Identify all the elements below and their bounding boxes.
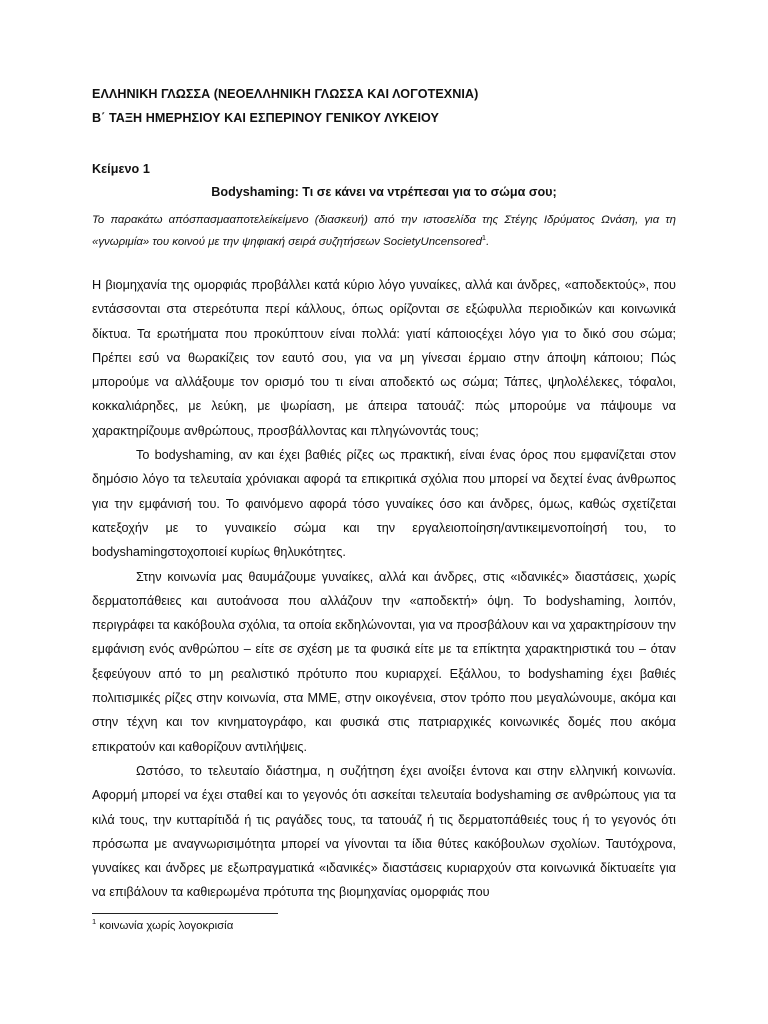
document-header-subject: ΕΛΛΗΝΙΚΗ ΓΛΩΣΣΑ (ΝΕΟΕΛΛΗΝΙΚΗ ΓΛΩΣΣΑ ΚΑΙ ΛΟΓΟΤΕΧΝΙΑ): [92, 87, 479, 101]
article-title: Bodyshaming: Τι σε κάνει να ντρέπεσαι για το σώμα σου;: [211, 185, 557, 199]
text-label: Κείμενο 1: [92, 162, 150, 176]
source-note-end: .: [486, 235, 490, 248]
footnote-reference: 1: [481, 232, 487, 242]
paragraph-4: Ωστόσο, το τελευταίο διάστημα, η συζήτηση έχει ανοίξει έντονα και στην ελληνική κοινωνία. Αφορμή μπορεί να έχει σταθεί και το γεγονός ότι ασκείται τελευταία bodyshaming σε ανθρώπους για τα κιλά τους, την κυτταρίτιδά ή τις ραγάδες τους, τα τατουάζ ή τις δερματοπάθειές τους ή το γεγονός ότι πρόσωπα με αναγνωρισιμότητα μπορεί να γίνονται τα ίδια θύτες κακόβουλων σχολίων. Ταυτόχρονα, γυναίκες και άνδρες με εξωπραγματικά «ιδανικές» διαστάσεις κυριαρχούν στα κοινωνικά δίκτυαείτε για να επιβάλουν τα καθιερωμένα πρότυπα της βιομηχανίας ομορφιάς που: [92, 763, 676, 900]
footnote-number: 1: [92, 917, 97, 927]
paragraph-2: Το bodyshaming, αν και έχει βαθιές ρίζες ως πρακτική, είναι ένας όρος που εμφανίζεται στον δημόσιο λόγο τα τελευταία χρόνιακαι αφορά τα επικριτικά σχόλια που μπορεί να δεχτεί ένας άνθρωπος για την εμφάνισή του. Το φαινόμενο αφορά τόσο γυναίκες όσο και άνδρες, όμως, καθώς σχετίζεται κατεξοχήν με το γυναικείο σώμα και την εργαλειοποίηση/αντικειμενοποίησή του, το bodyshamingστοχοποιεί κυρίως θηλυκότητες.: [92, 448, 676, 560]
footnote-divider: [92, 913, 278, 914]
paragraph-3: Στην κοινωνία μας θαυμάζουμε γυναίκες, αλλά και άνδρες, στις «ιδανικές» διαστάσεις, χωρίς δερματοπάθειες και αυτοάνοσα που αλλάζουν την «αποδεκτή» όψη. Το bodyshaming, λοιπόν, περιγράφει τα κακόβουλα σχόλια, τα οποία εκδηλώνονται, για να προσβάλουν και να χαρακτηρίσουν την εμφάνιση ενός ανθρώπου – είτε σε σχέση με τα φυσικά είτε με τα επίκτητα χαρακτηριστικά του – όταν ξεφεύγουν από το μη ρεαλιστικό πρότυπο που κυριαρχεί. Εξάλλου, το bodyshaming έχει βαθιές πολιτισμικές ρίζες στην κοινωνία, στα ΜΜΕ, στην οικογένεια, στον τρόπο που μεγαλώνουμε, ακόμα και στην τέχνη και τον κινηματογράφο, και φυσικά στις πατριαρχικές κοινωνικές δομές που ακόμα επικρατούν και καθορίζουν αντιλήψεις.: [92, 569, 676, 754]
footnote: [92, 917, 234, 932]
footnote-text: κοινωνία χωρίς λογοκρισία: [99, 920, 234, 932]
source-note: [92, 210, 676, 253]
article-body: [92, 273, 676, 905]
paragraph-1: Η βιομηχανία της ομορφιάς προβάλλει κατά κύριο λόγο γυναίκες, αλλά και άνδρες, «αποδεκτούς», που εντάσσονται στα στερεότυπα περί κάλλους, όπως ορίζονται σε εξώφυλλα περιοδικών και κοινωνικά δίκτυα. Τα ερωτήματα που προκύπτουν είναι πολλά: γιατί κάποιοςέχει λόγο για το δικό σου σώμα; Πρέπει εσύ να θωρακίζεις τον εαυτό σου, για να μη γίνεσαι έρμαιο στην άποψη κάποιου; Πώς μπορούμε να αλλάξουμε τον ορισμό του τι είναι αποδεκτό ως σώμα; Τάπες, ψηλολέλεκες, τόφαλοι, κοκκαλιάρηδες, με λεύκη, με ψωρίαση, με άπειρα τατουάζ: πώς μπορούμε να πάψουμε να χαρακτηρίζουμε ανθρώπους, προσβάλλοντας και πληγώνοντάς τους;: [92, 278, 676, 438]
source-note-text: Το παρακάτω απόσπασμααποτελείκείμενο (διασκευή) από την ιστοσελίδα της Στέγης Ιδρύματος Ωνάση, για τη «γνωριμία» του κοινού με την ψηφιακή σειρά συζητήσεων SocietyUncensored: [92, 214, 676, 248]
document-header-class: Β΄ ΤΑΞΗ ΗΜΕΡΗΣΙΟΥ ΚΑΙ ΕΣΠΕΡΙΝΟΥ ΓΕΝΙΚΟΥ ΛΥΚΕΙΟΥ: [92, 111, 439, 125]
